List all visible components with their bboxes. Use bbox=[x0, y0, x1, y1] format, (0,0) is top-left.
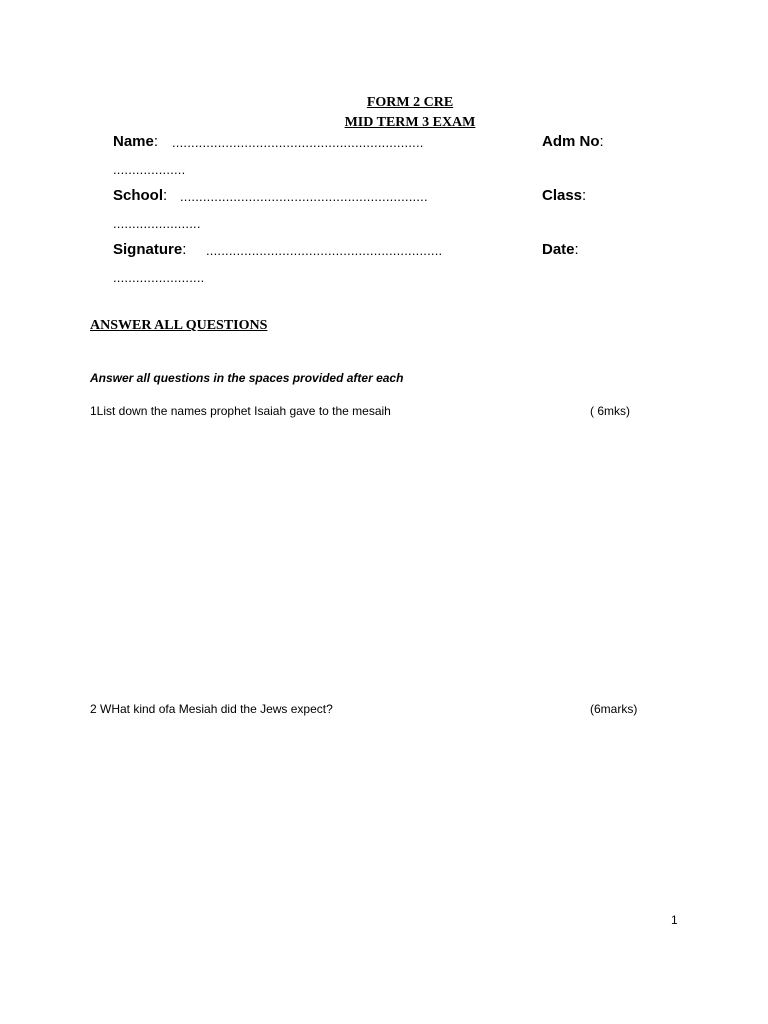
date-colon: : bbox=[574, 241, 579, 258]
question-2-answer-space[interactable] bbox=[90, 723, 650, 903]
exam-title-line1: FORM 2 CRE bbox=[366, 95, 454, 110]
adm-no-dots[interactable]: ................... bbox=[113, 162, 186, 177]
class-label: Class bbox=[542, 187, 583, 204]
date-dots[interactable]: ........................ bbox=[113, 270, 205, 285]
school-colon: : bbox=[163, 187, 168, 204]
class-colon: : bbox=[582, 187, 587, 204]
school-label: School bbox=[113, 187, 164, 204]
signature-label: Signature bbox=[113, 241, 183, 258]
section-heading: ANSWER ALL QUESTIONS bbox=[90, 318, 268, 333]
name-field bbox=[113, 133, 158, 150]
instructions-text: Answer all questions in the spaces provided after each bbox=[90, 371, 404, 385]
signature-dots[interactable]: .............................................................. bbox=[206, 243, 443, 258]
date-label: Date bbox=[542, 241, 575, 258]
question-1-marks: ( 6mks) bbox=[590, 404, 630, 418]
question-2-marks: (6marks) bbox=[590, 702, 638, 716]
page-number: 1 bbox=[671, 913, 678, 927]
date-field bbox=[542, 241, 579, 258]
question-1-text: 1List down the names prophet Isaiah gave to the mesaih bbox=[90, 404, 391, 418]
school-field bbox=[113, 187, 167, 204]
signature-colon: : bbox=[182, 241, 187, 258]
question-2-text: 2 WHat kind ofa Mesiah did the Jews expect? bbox=[90, 702, 333, 716]
name-colon: : bbox=[153, 133, 159, 150]
adm-no-label: Adm No bbox=[542, 133, 600, 150]
school-dots[interactable]: ................................................................. bbox=[180, 189, 428, 204]
adm-no-field bbox=[542, 133, 604, 150]
signature-field bbox=[113, 241, 186, 258]
exam-title-line2: MID TERM 3 EXAM bbox=[344, 115, 476, 130]
adm-no-colon: : bbox=[599, 133, 604, 150]
question-1-answer-space[interactable] bbox=[90, 425, 650, 695]
class-field bbox=[542, 187, 586, 204]
name-dots[interactable]: .................................................................. bbox=[172, 135, 424, 150]
class-dots[interactable]: ....................... bbox=[113, 216, 201, 231]
name-label: Name bbox=[113, 133, 154, 150]
